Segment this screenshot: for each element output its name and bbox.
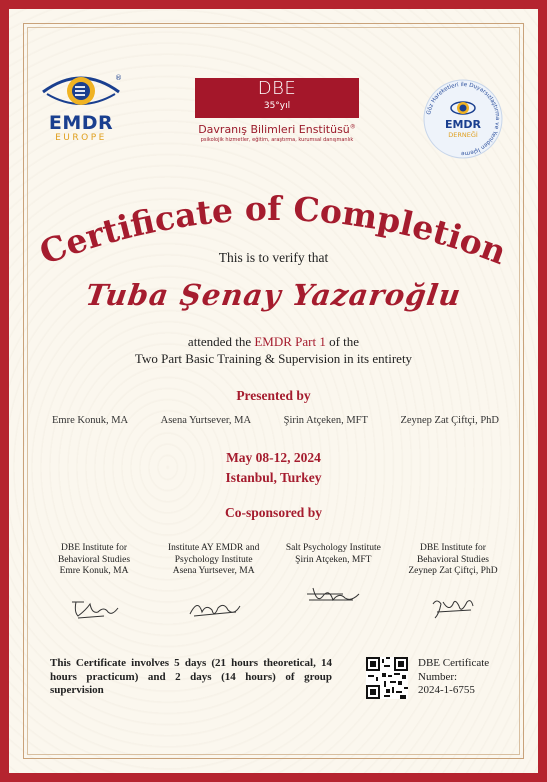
cosponsor-item [399, 543, 507, 626]
cosponsor-line: DBE Institute for [61, 543, 127, 553]
title-text: Certificate of Completion [34, 188, 512, 270]
cosponsor-item [160, 543, 268, 626]
cosponsor-line: Salt Psychology Institute [285, 543, 381, 553]
emdr-europe-logo [38, 70, 124, 152]
cert-number-label2: Number: [418, 670, 458, 683]
cosponsor-line: DBE Institute for [419, 543, 486, 553]
presenter-name: Asena Yurtsever, MA [160, 415, 252, 426]
training-location: Istanbul, Turkey [225, 470, 322, 485]
presenter-name: Emre Konuk, MA [52, 415, 129, 426]
cosponsor-line: Behavioral Studies [416, 554, 489, 565]
recipient-name: Tuba Şenay Yazaroğlu [83, 278, 464, 312]
signature-image [64, 594, 124, 622]
signature-image [303, 582, 363, 610]
cosponsor-line: Emre Konuk, MA [59, 566, 129, 576]
attended-line [0, 334, 547, 350]
cosponsor-line: Psychology Institute [174, 554, 253, 565]
presenter-name: Şirin Atçeken, MFT [283, 415, 368, 426]
cosponsor-item [40, 543, 148, 626]
cosponsor-line: Behavioral Studies [57, 554, 131, 565]
dbe-box-sub: 35°yıl [263, 101, 291, 111]
eye-icon [39, 70, 123, 110]
emdr-dernegi-sub: DERNEĞİ [448, 131, 478, 139]
cert-number-label: DBE Certificate [418, 657, 490, 669]
cosponsor-line: Institute AY EMDR and [167, 543, 260, 553]
dbe-name-text: Davranış Bilimleri Enstitüsü [198, 123, 350, 136]
presented-by-label: Presented by [236, 388, 311, 403]
emdr-dernegi-logo [422, 78, 504, 160]
signature-image [184, 594, 244, 622]
qr-code-icon[interactable] [366, 657, 408, 699]
emdr-dernegi-ring-text: Göz Hareketleri ile Duyarsızlaştırma ve Yeniden İşleme [426, 81, 501, 157]
emdr-dernegi-brand: EMDR [444, 118, 482, 131]
cosponsor-line: Asena Yurtsever, MA [172, 566, 255, 576]
cosponsor-item [279, 543, 387, 626]
attended-prefix: attended the [187, 334, 255, 349]
dbe-logo [192, 78, 362, 143]
certificate-note: This Certificate involves 5 days (21 hours theoretical, 14 hours practicum) and 2 days (14 hours) of group supervision [50, 657, 332, 696]
cosponsor-line: Zeynep Zat Çiftçi, PhD [408, 566, 498, 576]
cosponsored-label: Co-sponsored by [225, 505, 322, 520]
cert-number-value: 2024-1-6755 [418, 684, 475, 696]
dbe-box-title: DBE [257, 78, 297, 99]
course-name: EMDR Part 1 [254, 334, 326, 349]
dbe-name [192, 123, 362, 136]
course-description: Two Part Basic Training & Supervision in its entirety [134, 351, 413, 366]
training-date: May 08-12, 2024 [226, 450, 321, 465]
verify-text: This is to verify that [218, 250, 329, 265]
dbe-tagline: psikolojik hizmetler, eğitim, araştırma, kurumsal danışmanlık [200, 137, 354, 143]
signature-image [423, 594, 483, 622]
cosponsor-line: Şirin Atçeken, MFT [295, 554, 372, 565]
presenter-name: Zeynep Zat Çiftçi, PhD [400, 415, 499, 426]
registered-mark: ® [115, 74, 122, 82]
dbe-logo-box [195, 78, 359, 118]
certificate-number-block [418, 657, 508, 698]
emdr-europe-brand: EMDR [48, 112, 114, 134]
attended-suffix: of the [325, 334, 360, 349]
cosponsors-row [40, 543, 507, 626]
emdr-europe-sub: EUROPE [55, 133, 107, 143]
presenters-list [52, 415, 499, 426]
dbe-name-reg: ® [349, 123, 356, 131]
